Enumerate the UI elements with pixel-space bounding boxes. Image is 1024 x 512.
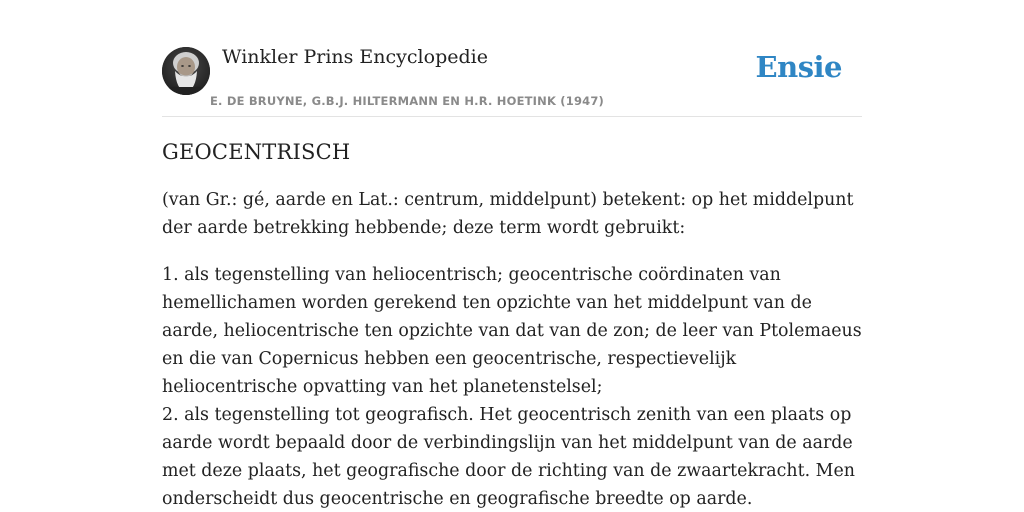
entry-intro: (van Gr.: gé, aarde en Lat.: centrum, middelpunt) betekent: op het middelpunt der aarde betrekking hebbende; deze term wordt gebruikt: [162, 190, 854, 238]
article [162, 140, 864, 512]
entry-list [162, 261, 864, 512]
entry-title: GEOCENTRISCH [162, 140, 351, 164]
source-authors: E. DE BRUYNE, G.B.J. HILTERMANN EN H.R. HOETINK (1947) [210, 94, 605, 108]
brand-logo[interactable]: Ensie [755, 50, 842, 84]
source-title[interactable]: Winkler Prins Encyclopedie [222, 46, 488, 68]
bearded-man-portrait-icon[interactable] [162, 47, 210, 95]
list-item: 2. als tegenstelling tot geografisch. Het geocentrisch zenith van een plaats op aarde wordt bepaald door de verbindingslijn van het middelpunt van de aarde met deze plaats, het geografische door de richting van de zwaartekracht. Men onderscheidt dus geocentrische en geografische breedte op aarde. [162, 405, 855, 509]
list-item: 1. als tegenstelling van heliocentrisch; geocentrische coördinaten van hemellichamen worden gerekend ten opzichte van het middelpunt van de aarde, heliocentrische ten opzichte van dat van de zon; de leer van Ptolemaeus en die van Copernicus hebben een geocentrische, respectievelijk heliocentrische opvatting van het planetenstelsel; [162, 265, 862, 397]
source-header [162, 46, 862, 117]
